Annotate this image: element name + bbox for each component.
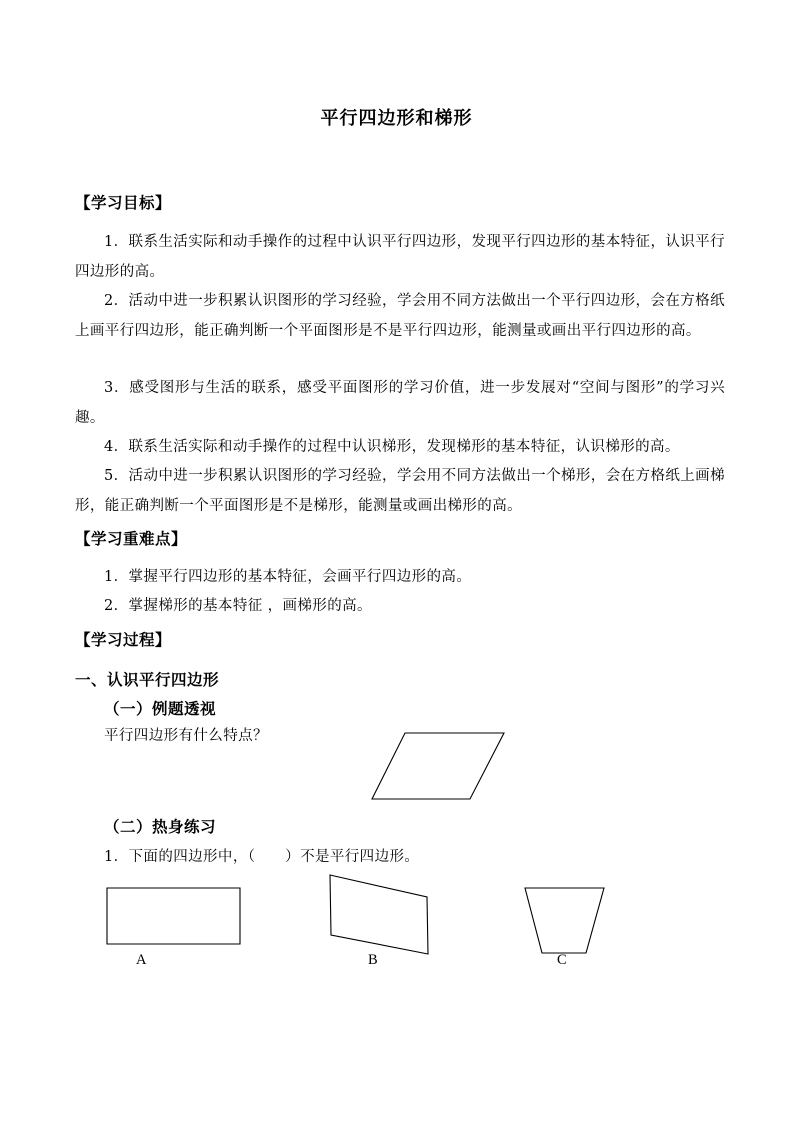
objective-item: 4．联系生活实际和动手操作的过程中认识梯形，发现梯形的基本特征，认识梯形的高。 <box>104 439 680 455</box>
process-heading: 【学习过程】 <box>75 630 172 649</box>
objective-item: 3．感受图形与生活的联系，感受平面图形的学习价值，进一步发展对“空间与图形”的学习兴趣。 <box>75 380 725 426</box>
key-point-item: 1．掌握平行四边形的基本特征，会画平行四边形的高。 <box>104 569 472 585</box>
key-point-item: 2．掌握梯形的基本特征 ，画梯形的高。 <box>104 598 372 614</box>
objective-item: 1．联系生活实际和动手操作的过程中认识平行四边形，发现平行四边形的基本特征，认识平行四边形的高。 <box>75 234 725 280</box>
key-points-heading: 【学习重难点】 <box>75 529 188 548</box>
option-label-c: C <box>557 952 567 968</box>
sub2-heading: （二）热身练习 <box>104 817 217 836</box>
objective-item: 2．活动中进一步积累认识图形的学习经验，学会用不同方法做出一个平行四边形，会在方格纸上画平行四边形，能正确判断一个平面图形是不是平行四边形，能测量或画出平行四边形的高。 <box>75 293 725 339</box>
page-title: 平行四边形和梯形 <box>320 108 473 129</box>
objectives-heading: 【学习目标】 <box>75 193 172 212</box>
sub1-heading: （一）例题透视 <box>104 699 217 718</box>
exercise-question: 1．下面的四边形中，（ ）不是平行四边形。 <box>104 849 420 865</box>
option-label-b: B <box>368 952 378 968</box>
part1-heading: 一、认识平行四边形 <box>75 670 220 689</box>
sub1-question: 平行四边形有什么特点？ <box>104 728 268 744</box>
option-label-a: A <box>136 952 147 968</box>
objective-item: 5．活动中进一步积累认识图形的学习经验，学会用不同方法做出一个梯形，会在方格纸上画梯形，能正确判断一个平面图形是不是梯形，能测量或画出梯形的高。 <box>75 468 725 514</box>
